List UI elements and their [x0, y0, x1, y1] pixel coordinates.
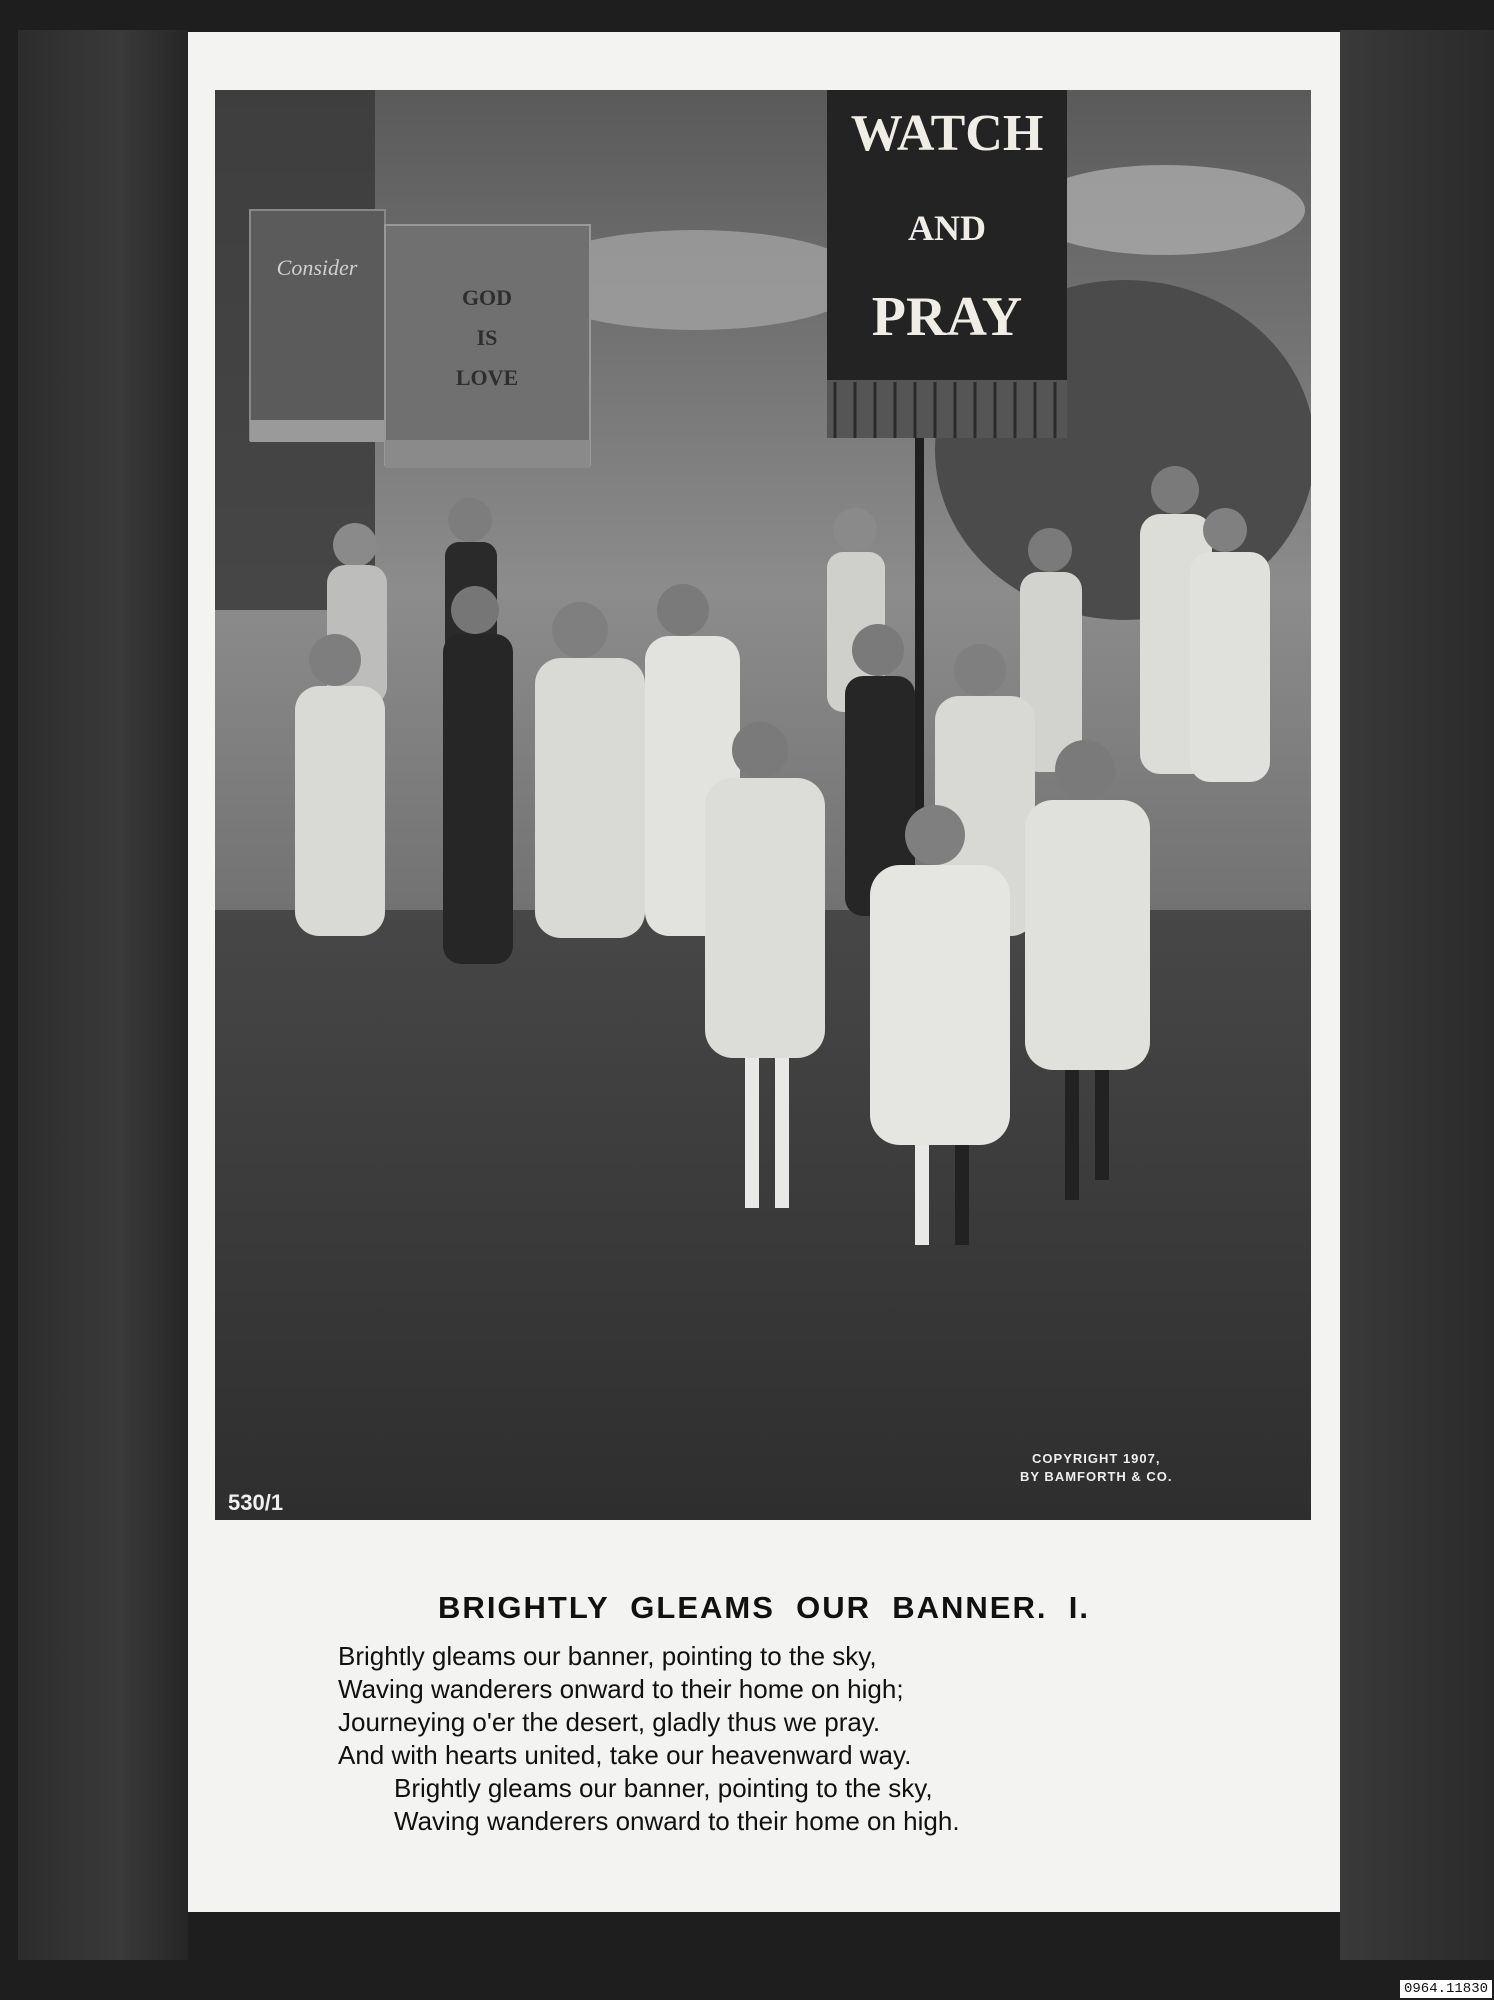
banner-pole: [915, 438, 924, 818]
copyright-notice: [1020, 1450, 1173, 1486]
photograph: [215, 90, 1311, 1520]
publisher-line: BY BAMFORTH & CO.: [1020, 1469, 1173, 1484]
banner-is-text: IS: [476, 325, 498, 350]
banner-consider: [250, 210, 385, 442]
photo-scene: [215, 90, 1311, 1520]
caption-title: BRIGHTLY GLEAMS OUR BANNER. I.: [438, 1590, 1090, 1625]
frame-left-edge: [18, 30, 188, 1960]
hymn-verse: [338, 1640, 960, 1838]
plate-number: 530/1: [228, 1490, 284, 1515]
verse-line: Brightly gleams our banner, pointing to the sky,: [338, 1641, 877, 1671]
banner-consider-text: Consider: [276, 255, 358, 280]
copyright-line: COPYRIGHT 1907,: [1032, 1451, 1161, 1466]
banner-love-text: LOVE: [455, 365, 519, 390]
verse-line: And with hearts united, take our heavenward way.: [338, 1740, 912, 1770]
banner-god-text: GOD: [461, 285, 513, 310]
frame-right-edge: [1340, 30, 1494, 1960]
banner-watch-text: WATCH: [850, 105, 1044, 162]
chorus-line: Waving wanderers onward to their home on high.: [394, 1806, 960, 1836]
chorus-line: Brightly gleams our banner, pointing to the sky,: [394, 1773, 933, 1803]
inventory-number: 0964.11830: [1400, 1980, 1492, 1998]
verse-line: Waving wanderers onward to their home on high;: [338, 1674, 904, 1704]
banner-pray-text: PRAY: [871, 286, 1023, 348]
banner-god-is-love: [385, 225, 590, 468]
banner-and-text: AND: [908, 208, 986, 248]
verse-line: Journeying o'er the desert, gladly thus we pray.: [338, 1707, 881, 1737]
